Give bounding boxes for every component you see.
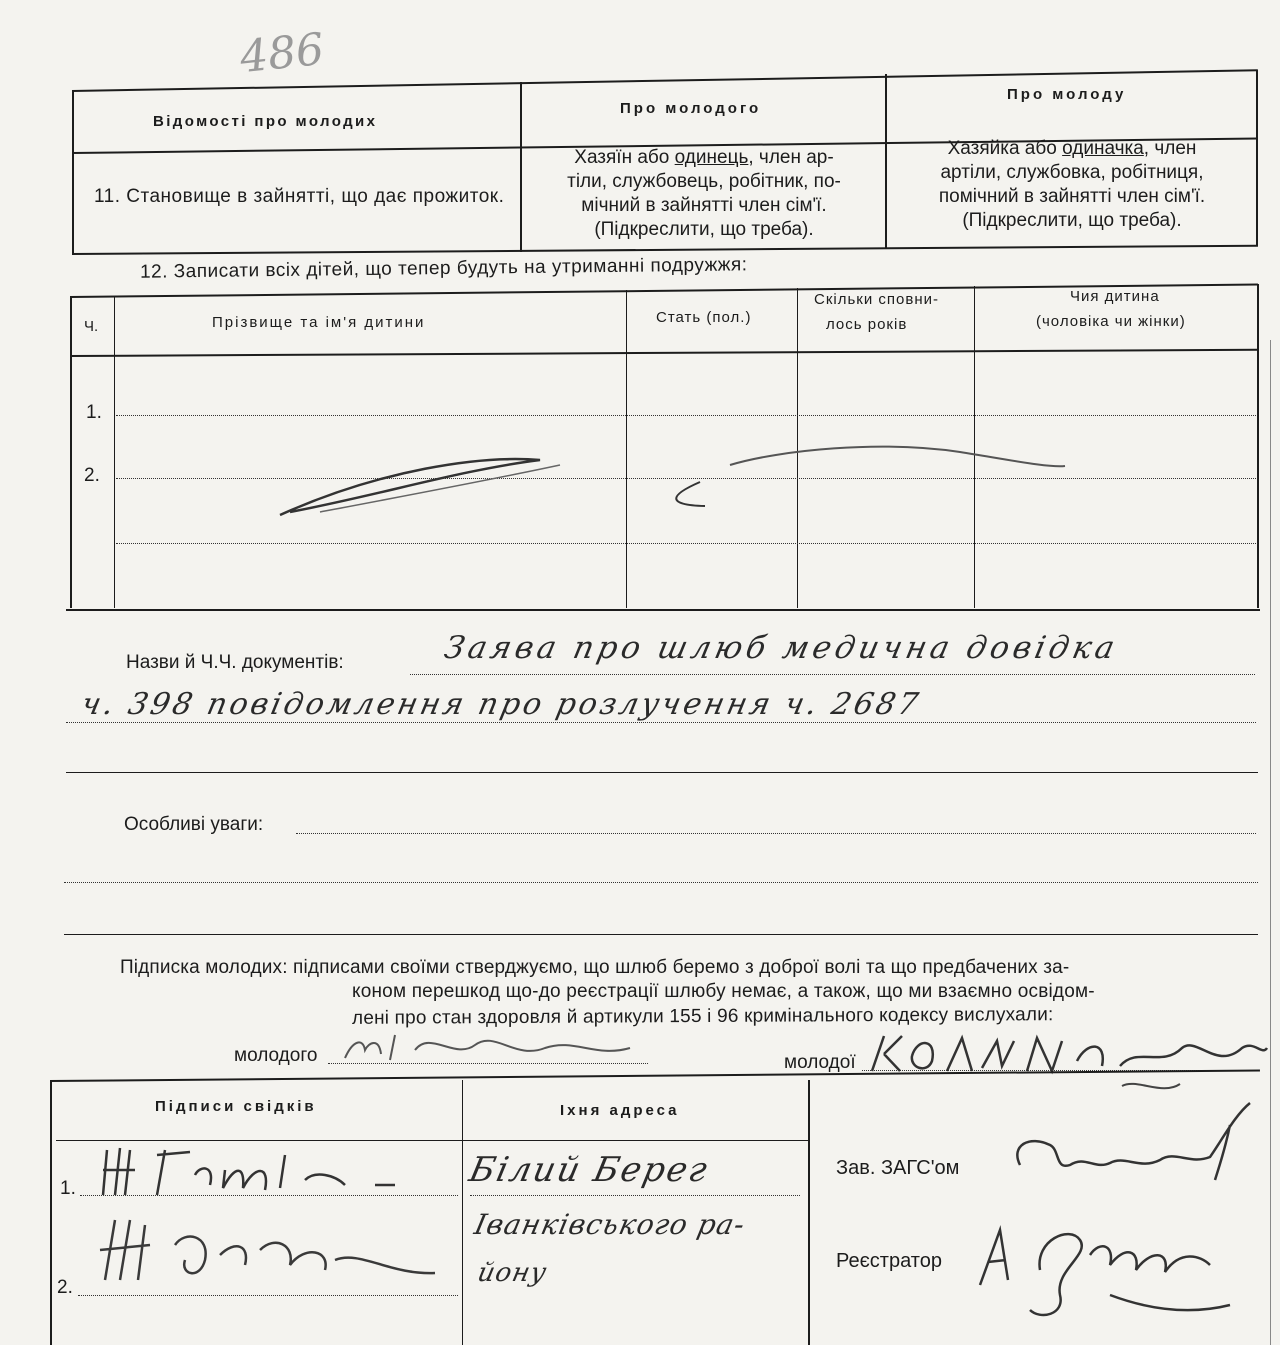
remarks-label: Особливі уваги: xyxy=(124,814,264,835)
witness-address-line-3: йону xyxy=(474,1258,550,1288)
head-label: Зав. ЗАГС'ом xyxy=(836,1157,960,1179)
witness-2-signature xyxy=(90,1205,450,1295)
child-row-1-number: 1. xyxy=(86,402,102,423)
head-signature xyxy=(960,1095,1260,1195)
header-bride: Про молоду xyxy=(1007,86,1127,103)
witness-address-line-1: Білий Берег xyxy=(465,1150,713,1190)
col-age-line2: лось років xyxy=(826,316,908,333)
bride-occupation: Хазяйка або одиначка, член артіли, службовка, робітниця, помічний в зайнятті член сім'ї. (Підкреслити, що треба). xyxy=(938,138,1206,231)
pledge-line-2: коном перешкод що-до реєстрації шлюбу немає, а також, що ми взаємно освідом- xyxy=(352,981,1095,1002)
witnesses-header: Підписи свідків xyxy=(155,1098,317,1115)
header-info: Відомості про молодих xyxy=(153,113,378,130)
bride-underlined-option: одиначка xyxy=(1062,138,1144,159)
registrar-signature xyxy=(960,1200,1260,1340)
pledge-line-1: Підписка молодих: підписами своїми стверджуємо, що шлюб беремо з доброї волі та що предбачених за- xyxy=(120,957,1070,978)
witness-address-line-2: Іванківського ра- xyxy=(471,1208,749,1241)
groom-signature-label: молодого xyxy=(234,1045,318,1066)
col-child-name: Прізвище та ім'я дитини xyxy=(212,314,426,331)
section-12-title: 12. Записати всіх дітей, що тепер будуть на утриманні подружжя: xyxy=(139,254,748,283)
child-row-2-number: 2. xyxy=(84,465,100,486)
col-whose-line2: (чоловіка чи жінки) xyxy=(1036,313,1186,330)
col-number: Ч. xyxy=(84,318,99,335)
pledge-line-3: лені про стан здоровля й артикули 155 і 96 кримінального кодексу вислухали: xyxy=(351,1004,1054,1029)
col-age-line1: Скільки сповни- xyxy=(814,291,939,308)
archive-mark: 486 xyxy=(237,23,327,84)
documents-line-1: Заява про шлюб медична довідка xyxy=(441,630,1122,666)
groom-occupation: Хазяїн або одинець, член ар- тіли, службовець, робітник, по- мічний в зайнятті член сім'ї. (Підкреслити, що треба). xyxy=(567,147,841,240)
groom-underlined-option: одинець xyxy=(674,147,749,168)
address-header: Іхня адреса xyxy=(560,1102,680,1119)
witness-row-2-number: 2. xyxy=(57,1277,73,1298)
page-edge xyxy=(1270,340,1271,1345)
witness-1-signature xyxy=(95,1140,455,1210)
col-sex: Стать (пол.) xyxy=(656,309,752,326)
header-groom: Про молодого xyxy=(620,100,762,117)
bride-signature xyxy=(862,1026,1272,1101)
registrar-label: Реєстратор xyxy=(836,1250,942,1272)
col-whose-line1: Чия дитина xyxy=(1070,288,1160,305)
documents-line-2: ч. 398 повідомлення про розлучення ч. 2687 xyxy=(78,687,925,722)
bride-signature-label: молодої xyxy=(784,1052,856,1073)
groom-signature xyxy=(335,1020,645,1070)
row-11-label: 11. Становище в зайнятті, що дає прожиток. xyxy=(94,186,505,207)
documents-label: Назви й Ч.Ч. документів: xyxy=(126,652,344,673)
witness-row-1-number: 1. xyxy=(60,1178,76,1199)
dash-strike-marks xyxy=(260,440,1080,530)
